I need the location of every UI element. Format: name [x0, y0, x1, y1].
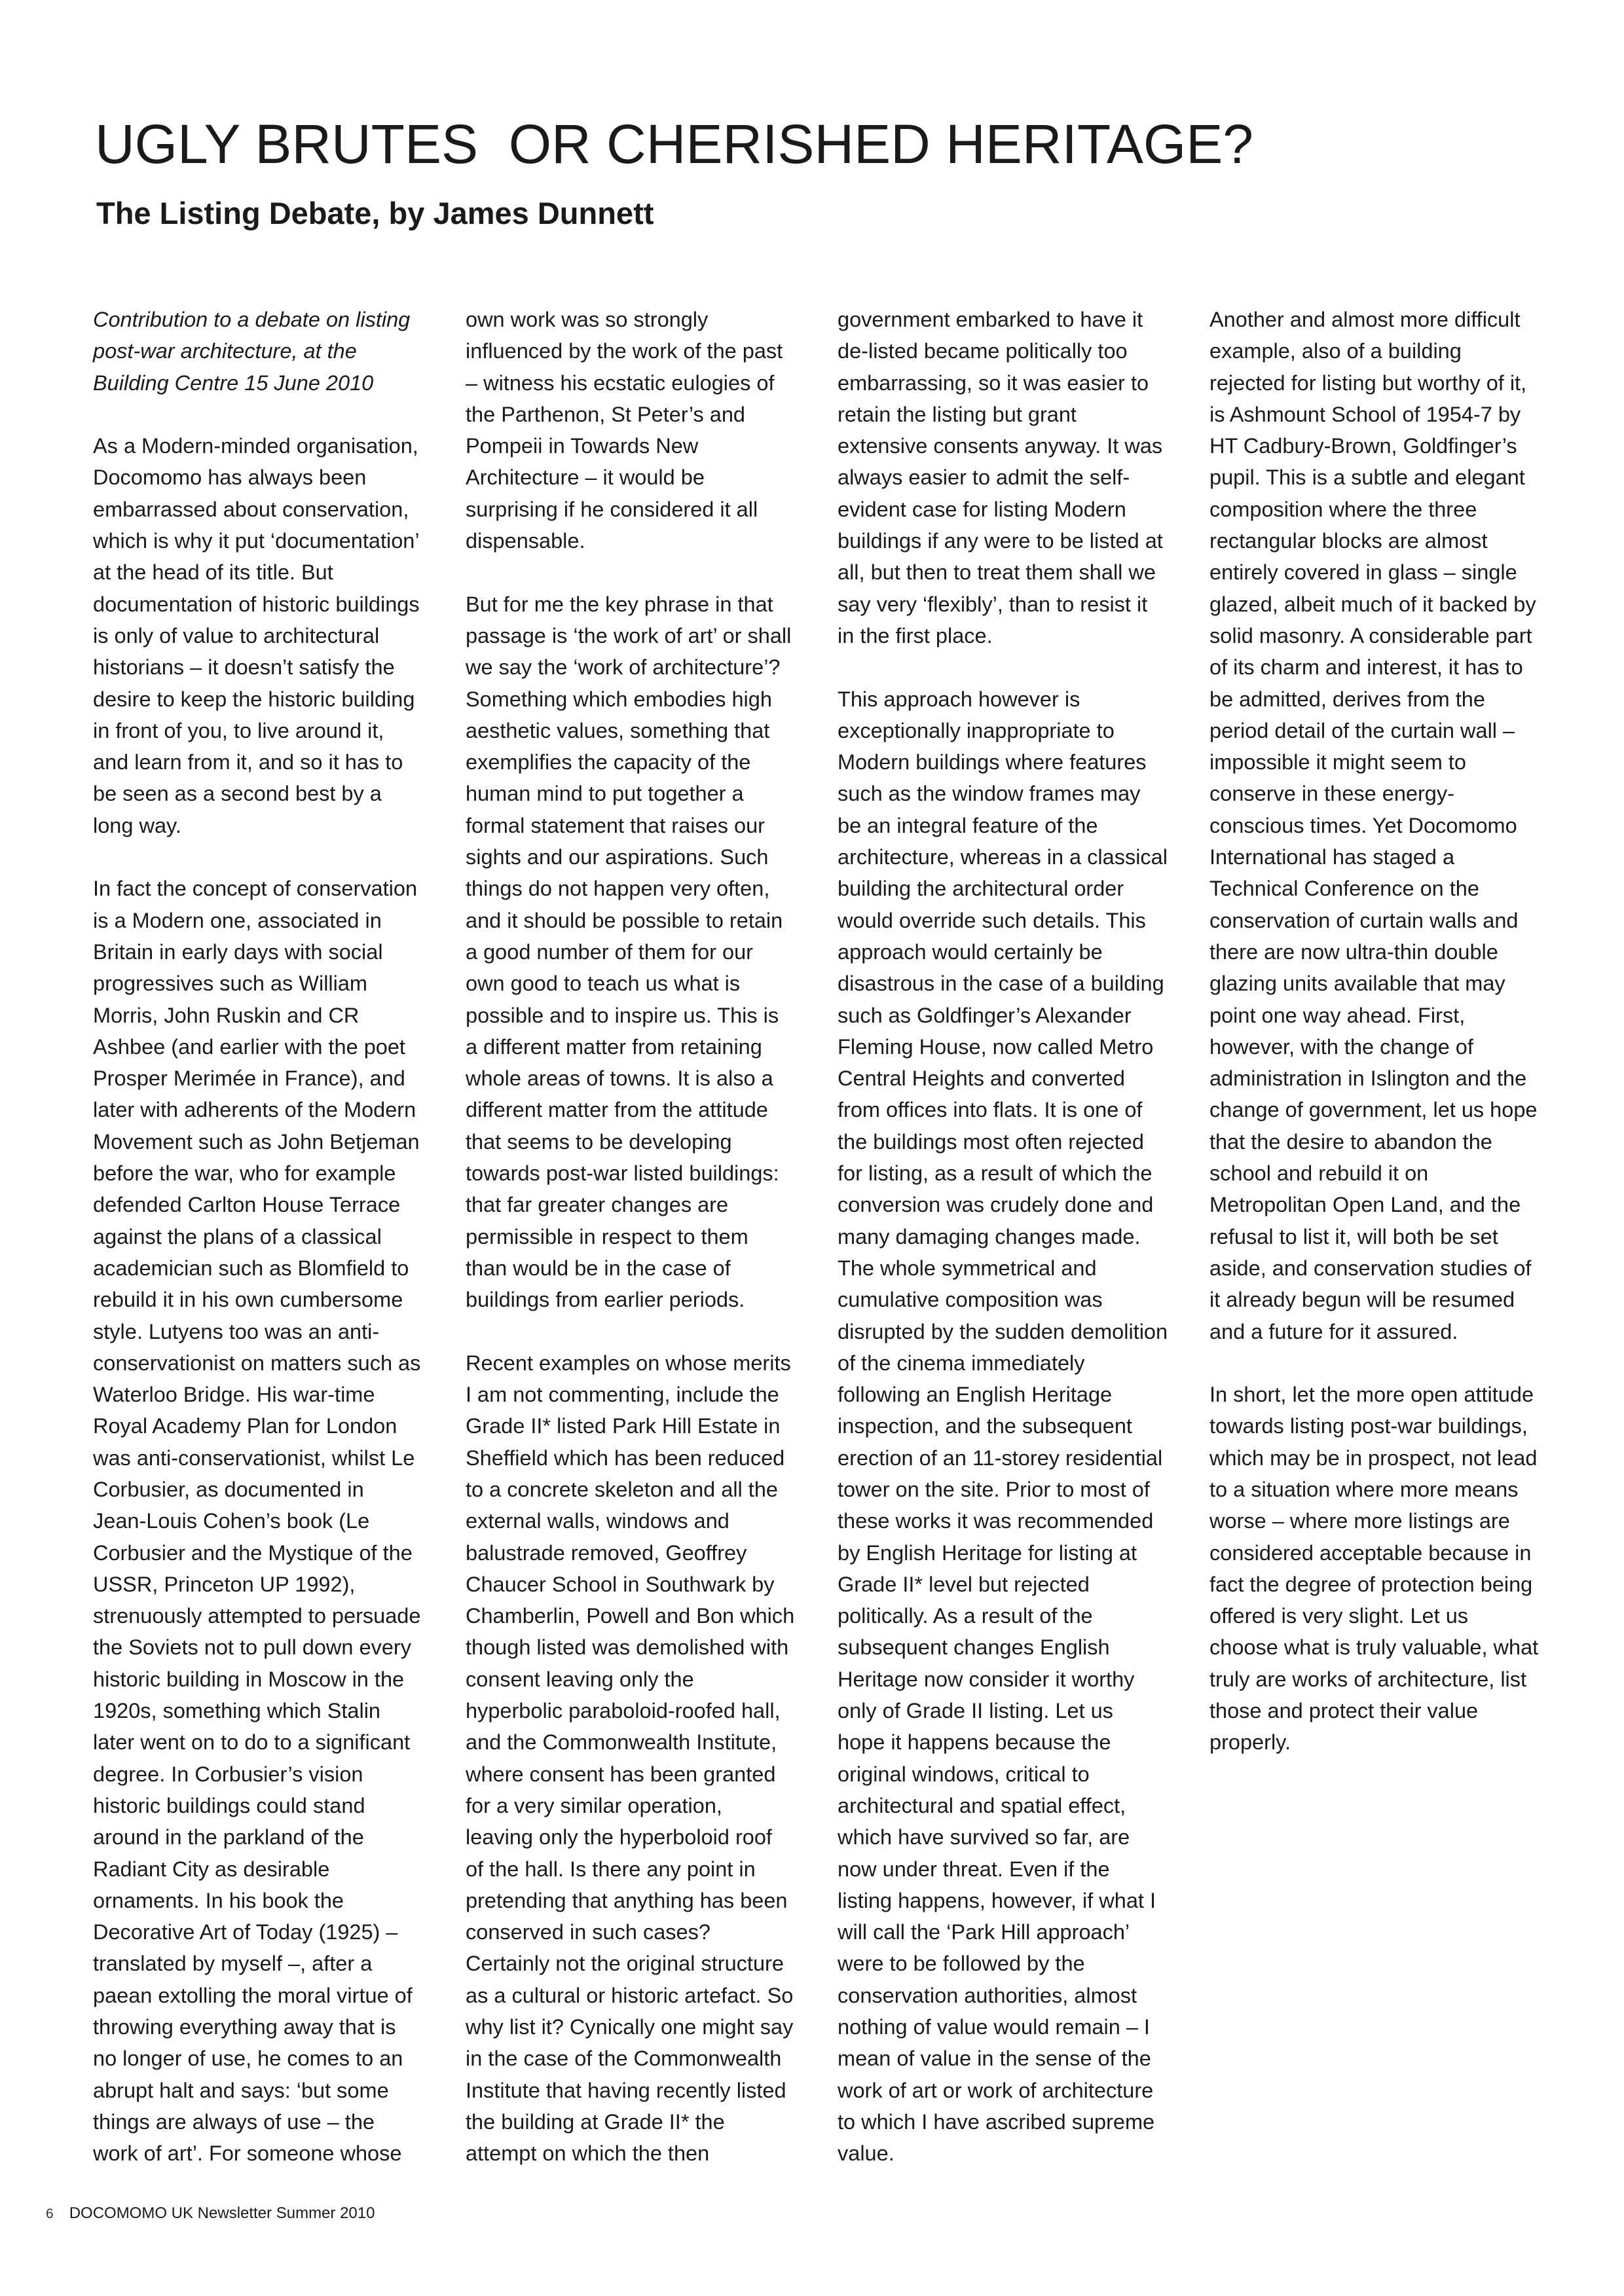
text-line: which is why it put ‘documentation’ — [93, 529, 420, 553]
paragraph — [1209, 304, 1557, 1347]
text-line: approach would certainly be — [838, 939, 1103, 964]
text-line: school and rebuild it on — [1209, 1161, 1429, 1186]
text-line: Ashbee (and earlier with the poet — [93, 1034, 405, 1059]
text-line: for listing, as a result of which the — [838, 1161, 1153, 1186]
text-line: glazing units available that may — [1209, 972, 1505, 996]
text-line: the buildings most often rejected — [838, 1129, 1144, 1154]
text-line: impossible it might seem to — [1209, 750, 1466, 774]
text-line: was anti-conservationist, whilst Le — [93, 1446, 415, 1470]
text-line: be an integral feature of the — [838, 813, 1098, 837]
text-line: pretending that anything has been — [466, 1888, 788, 1912]
text-line: where consent has been granted — [466, 1762, 776, 1786]
text-line: Movement such as John Betjeman — [93, 1129, 420, 1154]
text-line: these works it was recommended — [838, 1509, 1154, 1533]
text-line: at the head of its title. But — [93, 560, 333, 585]
text-line: period detail of the curtain wall – — [1209, 718, 1515, 742]
text-line: the Parthenon, St Peter’s and — [466, 402, 746, 426]
text-line: evident case for listing Modern — [838, 497, 1126, 521]
text-line: embarrassed about conservation, — [93, 497, 409, 521]
text-line: of the cinema immediately — [838, 1351, 1085, 1375]
text-line: is Ashmount School of 1954-7 by — [1209, 402, 1521, 426]
text-line: many damaging changes made. — [838, 1224, 1141, 1248]
text-line: a different matter from retaining — [466, 1034, 762, 1059]
text-line: Another and almost more difficult — [1209, 308, 1521, 331]
text-line: refusal to list it, will both be set — [1209, 1224, 1498, 1248]
paragraph — [93, 430, 440, 841]
text-line: conservationist on matters such as — [93, 1351, 421, 1375]
text-line: in the first place. — [838, 623, 993, 647]
text-line: Something which embodies high — [466, 687, 772, 711]
text-line: there are now ultra-thin double — [1209, 939, 1498, 964]
text-line: in the case of the Commonwealth — [466, 2047, 782, 2071]
paragraph — [93, 304, 440, 399]
text-line: disastrous in the case of a building — [838, 972, 1164, 996]
text-line: Architecture – it would be — [466, 465, 705, 490]
text-line: of its charm and interest, it has to — [1209, 655, 1523, 680]
text-line: Metropolitan Open Land, and the — [1209, 1193, 1521, 1217]
text-line: that far greater changes are — [466, 1193, 729, 1217]
text-line: – witness his ecstatic eulogies of — [466, 371, 775, 395]
text-line: glazed, albeit much of it backed by — [1209, 592, 1536, 616]
text-line: around in the parkland of the — [93, 1825, 364, 1850]
text-line: Building Centre 15 June 2010 — [93, 371, 374, 395]
text-line: Royal Academy Plan for London — [93, 1414, 397, 1438]
text-line: translated by myself –, after a — [93, 1952, 373, 1976]
text-line: exceptionally inappropriate to — [838, 718, 1115, 742]
paragraph — [466, 589, 813, 1316]
text-line: HT Cadbury-Brown, Goldfinger’s — [1209, 434, 1517, 458]
text-line: architectural and spatial effect, — [838, 1793, 1126, 1817]
text-line: example, also of a building — [1209, 339, 1462, 363]
text-line: ornaments. In his book the — [93, 1888, 344, 1912]
text-line: however, with the change of — [1209, 1034, 1473, 1059]
text-line: will call the ‘Park Hill approach’ — [838, 1920, 1130, 1944]
text-line: exemplifies the capacity of the — [466, 750, 751, 774]
text-line: entirely covered in glass – single — [1209, 560, 1517, 585]
text-line: permissible in respect to them — [466, 1224, 748, 1248]
page-number: 6 — [46, 2206, 54, 2221]
text-line: retain the listing but grant — [838, 402, 1077, 426]
text-line: In fact the concept of conservation — [93, 877, 418, 901]
paragraph — [466, 304, 813, 556]
text-line: to a concrete skeleton and all the — [466, 1477, 778, 1501]
text-line: In short, let the more open attitude — [1209, 1383, 1534, 1407]
text-line: and a future for it assured. — [1209, 1319, 1458, 1343]
text-line: Grade II* level but rejected — [838, 1572, 1090, 1596]
text-line: is only of value to architectural — [93, 623, 380, 647]
text-line: But for me the key phrase in that — [466, 592, 773, 616]
text-line: Pompeii in Towards New — [466, 434, 699, 458]
text-line: from offices into flats. It is one of — [838, 1098, 1143, 1122]
text-line: Docomomo has always been — [93, 465, 367, 490]
text-line: the building at Grade II* the — [466, 2109, 725, 2134]
text-line: for a very similar operation, — [466, 1793, 722, 1817]
text-line: things do not happen very often, — [466, 877, 770, 901]
text-line: work of art or work of architecture — [838, 2078, 1154, 2102]
text-line: original windows, critical to — [838, 1762, 1090, 1786]
text-line: Decorative Art of Today (1925) – — [93, 1920, 398, 1944]
text-line: that seems to be developing — [466, 1129, 732, 1154]
text-line: Chaucer School in Southwark by — [466, 1572, 775, 1596]
text-line: government embarked to have it — [838, 308, 1143, 331]
text-column-2 — [466, 304, 813, 2170]
text-line: towards listing post-war buildings, — [1209, 1414, 1528, 1438]
text-line: point one way ahead. First, — [1209, 1003, 1466, 1027]
text-line: the Soviets not to pull down every — [93, 1635, 411, 1660]
text-line: subsequent changes English — [838, 1635, 1110, 1660]
text-line: rectangular blocks are almost — [1209, 529, 1488, 553]
text-line: always easier to admit the self- — [838, 465, 1130, 490]
text-line: Chamberlin, Powell and Bon which — [466, 1604, 795, 1628]
text-line: conserved in such cases? — [466, 1920, 710, 1944]
text-line: abrupt halt and says: ‘but some — [93, 2078, 389, 2102]
text-line: Radiant City as desirable — [93, 1857, 330, 1881]
text-line: tower on the site. Prior to most of — [838, 1477, 1150, 1501]
text-line: passage is ‘the work of art’ or shall — [466, 623, 792, 647]
text-line: as a cultural or historic artefact. So — [466, 1983, 794, 2007]
text-line: own work was so strongly — [466, 308, 709, 331]
text-line: hope it happens because the — [838, 1730, 1111, 1755]
text-line: say very ‘flexibly’, than to resist it — [838, 592, 1148, 616]
text-line: to which I have ascribed supreme — [838, 2109, 1155, 2134]
text-line: be seen as a second best by a — [93, 782, 382, 806]
text-line: pupil. This is a subtle and elegant — [1209, 465, 1525, 490]
text-line: and it should be possible to retain — [466, 908, 783, 932]
text-line: historians – it doesn’t satisfy the — [93, 655, 395, 680]
article-title: UGLY BRUTES OR CHERISHED HERITAGE? — [95, 113, 1254, 175]
text-line: of the hall. Is there any point in — [466, 1857, 756, 1881]
text-line: long way. — [93, 813, 181, 837]
text-line: inspection, and the subsequent — [838, 1414, 1132, 1438]
text-line: towards post-war listed buildings: — [466, 1161, 779, 1186]
text-line: post-war architecture, at the — [93, 339, 357, 363]
text-line: desire to keep the historic building — [93, 687, 415, 711]
text-line: Jean-Louis Cohen’s book (Le — [93, 1509, 370, 1533]
text-line: Grade II* listed Park Hill Estate in — [466, 1414, 781, 1438]
text-line: Institute that having recently listed — [466, 2078, 786, 2102]
text-line: defended Carlton House Terrace — [93, 1193, 401, 1217]
text-line: sights and our aspirations. Such — [466, 845, 769, 869]
text-line: things are always of use – the — [93, 2109, 375, 2134]
text-line: Corbusier and the Mystique of the — [93, 1540, 413, 1565]
text-line: erection of an 11-storey residential — [838, 1446, 1163, 1470]
text-line: those and protect their value — [1209, 1699, 1479, 1723]
text-line: though listed was demolished with — [466, 1635, 789, 1660]
text-line: disrupted by the sudden demolition — [838, 1319, 1168, 1343]
text-line: degree. In Corbusier’s vision — [93, 1762, 363, 1786]
text-line: aesthetic values, something that — [466, 718, 770, 742]
text-line: Recent examples on whose merits — [466, 1351, 791, 1375]
text-line: no longer of use, he comes to an — [93, 2047, 403, 2071]
text-line: documentation of historic buildings — [93, 592, 420, 616]
text-line: rebuild it in his own cumbersome — [93, 1288, 403, 1312]
text-line: is a Modern one, associated in — [93, 908, 382, 932]
text-line: a good number of them for our — [466, 939, 754, 964]
text-line: aside, and conservation studies of — [1209, 1256, 1532, 1280]
text-line: it already begun will be resumed — [1209, 1288, 1515, 1312]
text-line: dispensable. — [466, 529, 585, 553]
text-line: choose what is truly valuable, what — [1209, 1635, 1539, 1660]
text-line: now under threat. Even if the — [838, 1857, 1110, 1881]
text-line: embarrassing, so it was easier to — [838, 371, 1149, 395]
text-line: Corbusier, as documented in — [93, 1477, 364, 1501]
text-line: As a Modern-minded organisation, — [93, 434, 418, 458]
text-line: politically. As a result of the — [838, 1604, 1093, 1628]
text-line: International has staged a — [1209, 845, 1455, 869]
text-line: such as Goldfinger’s Alexander — [838, 1003, 1132, 1027]
text-line: attempt on which the then — [466, 2141, 710, 2166]
text-line: and learn from it, and so it has to — [93, 750, 403, 774]
text-line: USSR, Princeton UP 1992), — [93, 1572, 356, 1596]
text-line: 1920s, something which Stalin — [93, 1699, 381, 1723]
text-line: properly. — [1209, 1730, 1291, 1755]
paragraph — [93, 873, 440, 2169]
text-line: later with adherents of the Modern — [93, 1098, 416, 1122]
text-line: Heritage now consider it worthy — [838, 1667, 1135, 1691]
text-line: buildings from earlier periods. — [466, 1288, 745, 1312]
text-line: mean of value in the sense of the — [838, 2047, 1151, 2071]
text-line: against the plans of a classical — [93, 1224, 382, 1248]
text-line: progressives such as William — [93, 972, 368, 996]
text-line: cumulative composition was — [838, 1288, 1103, 1312]
text-column-1 — [93, 304, 440, 2170]
text-line: whole areas of towns. It is also a — [466, 1066, 773, 1091]
text-line: nothing of value would remain – I — [838, 2015, 1150, 2039]
text-line: Modern buildings where features — [838, 750, 1147, 774]
text-line: change of government, let us hope — [1209, 1098, 1538, 1122]
text-line: conscious times. Yet Docomomo — [1209, 813, 1517, 837]
text-line: Contribution to a debate on listing — [93, 308, 411, 331]
text-line: following an English Heritage — [838, 1383, 1113, 1407]
text-line: I am not commenting, include the — [466, 1383, 779, 1407]
paragraph — [1209, 1379, 1557, 1758]
text-line: architecture, whereas in a classical — [838, 845, 1168, 869]
text-line: and the Commonwealth Institute, — [466, 1730, 777, 1755]
text-line: academician such as Blomfield to — [93, 1256, 409, 1280]
text-line: historic buildings could stand — [93, 1793, 365, 1817]
text-line: strenuously attempted to persuade — [93, 1604, 421, 1628]
text-line: Technical Conference on the — [1209, 877, 1479, 901]
text-line: human mind to put together a — [466, 782, 744, 806]
article-subtitle: The Listing Debate, by James Dunnett — [96, 196, 654, 230]
text-line: hyperbolic paraboloid-roofed hall, — [466, 1699, 781, 1723]
paragraph — [838, 304, 1185, 651]
text-line: different matter from the attitude — [466, 1098, 768, 1122]
text-line: considered acceptable because in — [1209, 1540, 1532, 1565]
text-line: The whole symmetrical and — [838, 1256, 1097, 1280]
text-line: Waterloo Bridge. His war-time — [93, 1383, 375, 1407]
text-line: which have survived so far, are — [838, 1825, 1130, 1850]
text-line: only of Grade II listing. Let us — [838, 1699, 1113, 1723]
text-line: which may be in prospect, not lead — [1209, 1446, 1538, 1470]
text-line: truly are works of architecture, list — [1209, 1667, 1527, 1691]
text-line: influenced by the work of the past — [466, 339, 783, 363]
text-line: fact the degree of protection being — [1209, 1572, 1533, 1596]
text-line: offered is very slight. Let us — [1209, 1604, 1469, 1628]
text-line: be admitted, derives from the — [1209, 687, 1485, 711]
text-line: de-listed became politically too — [838, 339, 1128, 363]
text-line: all, but then to treat them shall we — [838, 560, 1156, 585]
text-line: consent leaving only the — [466, 1667, 694, 1691]
text-line: own good to teach us what is — [466, 972, 741, 996]
text-line: conservation of curtain walls and — [1209, 908, 1519, 932]
text-line: building the architectural order — [838, 877, 1124, 901]
text-line: were to be followed by the — [838, 1952, 1085, 1976]
text-line: such as the window frames may — [838, 782, 1141, 806]
text-line: value. — [838, 2141, 895, 2166]
text-line: than would be in the case of — [466, 1256, 731, 1280]
text-line: Central Heights and converted — [838, 1066, 1126, 1091]
text-line: rejected for listing but worthy of it, — [1209, 371, 1527, 395]
text-line: paean extolling the moral virtue of — [93, 1983, 413, 2007]
text-line: in front of you, to live around it, — [93, 718, 384, 742]
text-line: extensive consents anyway. It was — [838, 434, 1163, 458]
text-line: conversion was crudely done and — [838, 1193, 1154, 1217]
text-line: leaving only the hyperboloid roof — [466, 1825, 772, 1850]
text-line: to a situation where more means — [1209, 1477, 1519, 1501]
text-line: throwing everything away that is — [93, 2015, 396, 2039]
text-line: why list it? Cynically one might say — [466, 2015, 794, 2039]
text-column-4 — [1209, 304, 1557, 1758]
text-line: external walls, windows and — [466, 1509, 729, 1533]
text-line: Britain in early days with social — [93, 939, 383, 964]
text-line: Sheffield which has been reduced — [466, 1446, 785, 1470]
text-line: style. Lutyens too was an anti- — [93, 1319, 380, 1343]
text-line: surprising if he considered it all — [466, 497, 758, 521]
text-line: buildings if any were to be listed at — [838, 529, 1163, 553]
paragraph — [838, 683, 1185, 2170]
text-line: Prosper Merimée in France), and — [93, 1066, 405, 1091]
text-column-3 — [838, 304, 1185, 2170]
text-line: Morris, John Ruskin and CR — [93, 1003, 360, 1027]
text-line: that the desire to abandon the — [1209, 1129, 1492, 1154]
publication-name: DOCOMOMO UK Newsletter Summer 2010 — [69, 2204, 375, 2222]
text-line: Certainly not the original structure — [466, 1952, 784, 1976]
text-line: historic building in Moscow in the — [93, 1667, 405, 1691]
text-line: would override such details. This — [838, 908, 1146, 932]
text-line: Fleming House, now called Metro — [838, 1034, 1154, 1059]
text-line: work of art’. For someone whose — [93, 2141, 402, 2166]
text-line: possible and to inspire us. This is — [466, 1003, 779, 1027]
text-line: listing happens, however, if what I — [838, 1888, 1156, 1912]
page-footer — [46, 2206, 375, 2221]
text-line: balustrade removed, Geoffrey — [466, 1540, 747, 1565]
text-line: by English Heritage for listing at — [838, 1540, 1137, 1565]
text-line: conserve in these energy- — [1209, 782, 1454, 806]
text-line: we say the ‘work of architecture’? — [466, 655, 781, 680]
text-line: composition where the three — [1209, 497, 1477, 521]
text-line: conservation authorities, almost — [838, 1983, 1137, 2007]
text-line: formal statement that raises our — [466, 813, 765, 837]
text-line: worse – where more listings are — [1209, 1509, 1510, 1533]
text-line: administration in Islington and the — [1209, 1066, 1527, 1091]
text-line: later went on to do to a significant — [93, 1730, 411, 1755]
text-line: solid masonry. A considerable part — [1209, 623, 1532, 647]
text-line: before the war, who for example — [93, 1161, 396, 1186]
paragraph — [466, 1347, 813, 2170]
text-line: This approach however is — [838, 687, 1080, 711]
